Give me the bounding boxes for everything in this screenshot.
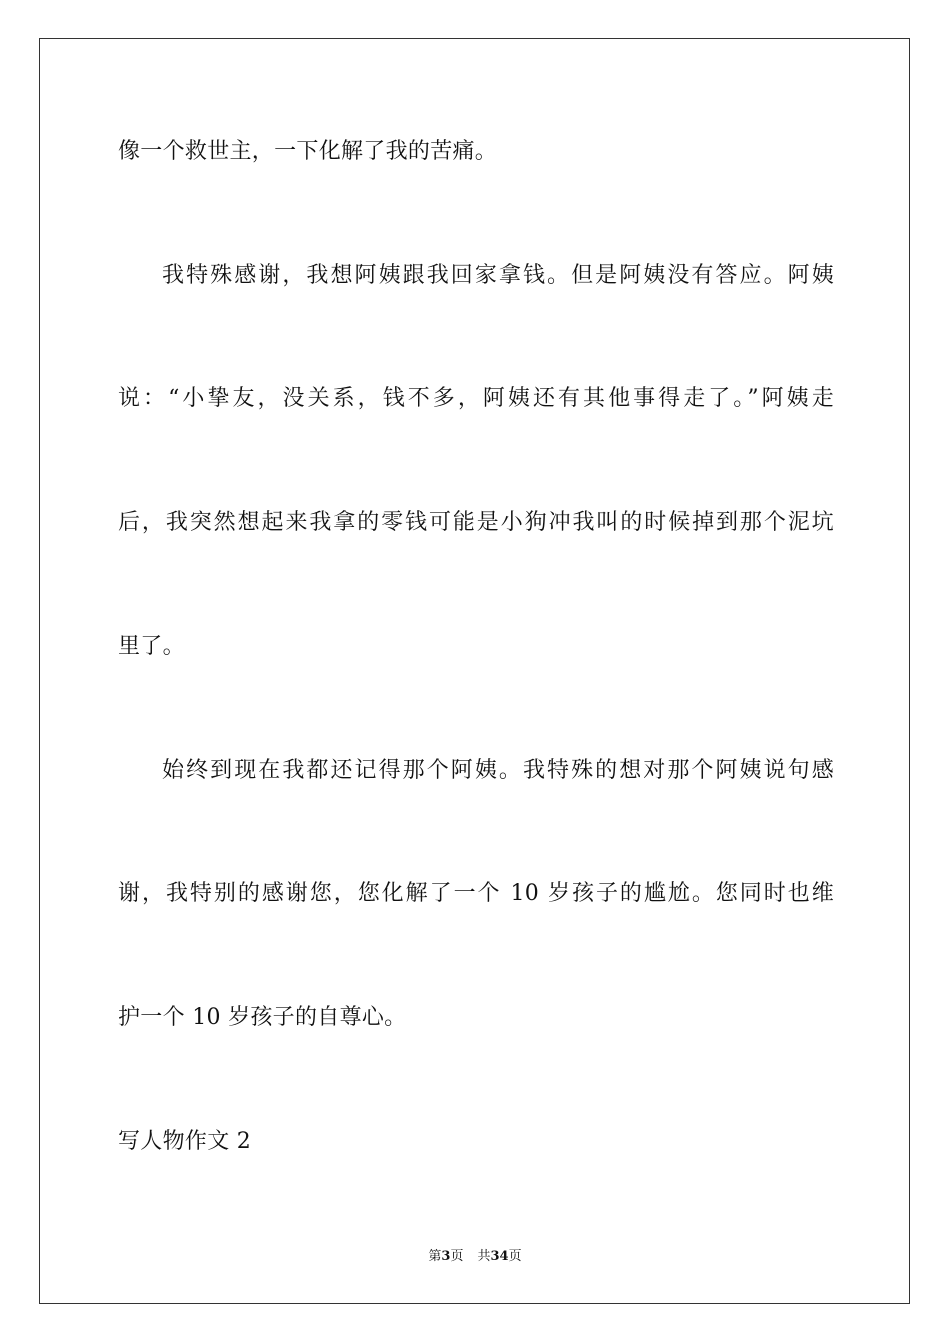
section-heading: 写人物作文 2 bbox=[118, 1129, 252, 1154]
paragraph-line: 始终到现在我都还记得那个阿姨。我特殊的想对那个阿姨说句感 bbox=[162, 758, 834, 783]
paragraph-line: 里了。 bbox=[118, 634, 185, 659]
paragraph-line: 护一个 10 岁孩子的自尊心。 bbox=[118, 1005, 407, 1030]
total-prefix: 共 bbox=[477, 1249, 491, 1264]
paragraph-line: 像一个救世主，一下化解了我的苦痛。 bbox=[118, 139, 498, 164]
paragraph-line: 说：“小挚友，没关系，钱不多，阿姨还有其他事得走了。”阿姨走 bbox=[118, 386, 834, 411]
total-pages: 34 bbox=[490, 1249, 509, 1264]
total-suffix: 页 bbox=[508, 1249, 522, 1264]
page-footer bbox=[0, 1248, 950, 1266]
paragraph-line: 后，我突然想起来我拿的零钱可能是小狗冲我叫的时候掉到那个泥坑 bbox=[118, 510, 834, 535]
page-border bbox=[39, 38, 910, 1304]
paragraph-line: 我特殊感谢，我想阿姨跟我回家拿钱。但是阿姨没有答应。阿姨 bbox=[162, 263, 834, 288]
paragraph-line: 谢，我特别的感谢您，您化解了一个 10 岁孩子的尴尬。您同时也维 bbox=[118, 881, 834, 906]
page-suffix: 页 bbox=[450, 1249, 464, 1264]
page-number: 3 bbox=[441, 1249, 451, 1264]
page-prefix: 第 bbox=[428, 1249, 442, 1264]
